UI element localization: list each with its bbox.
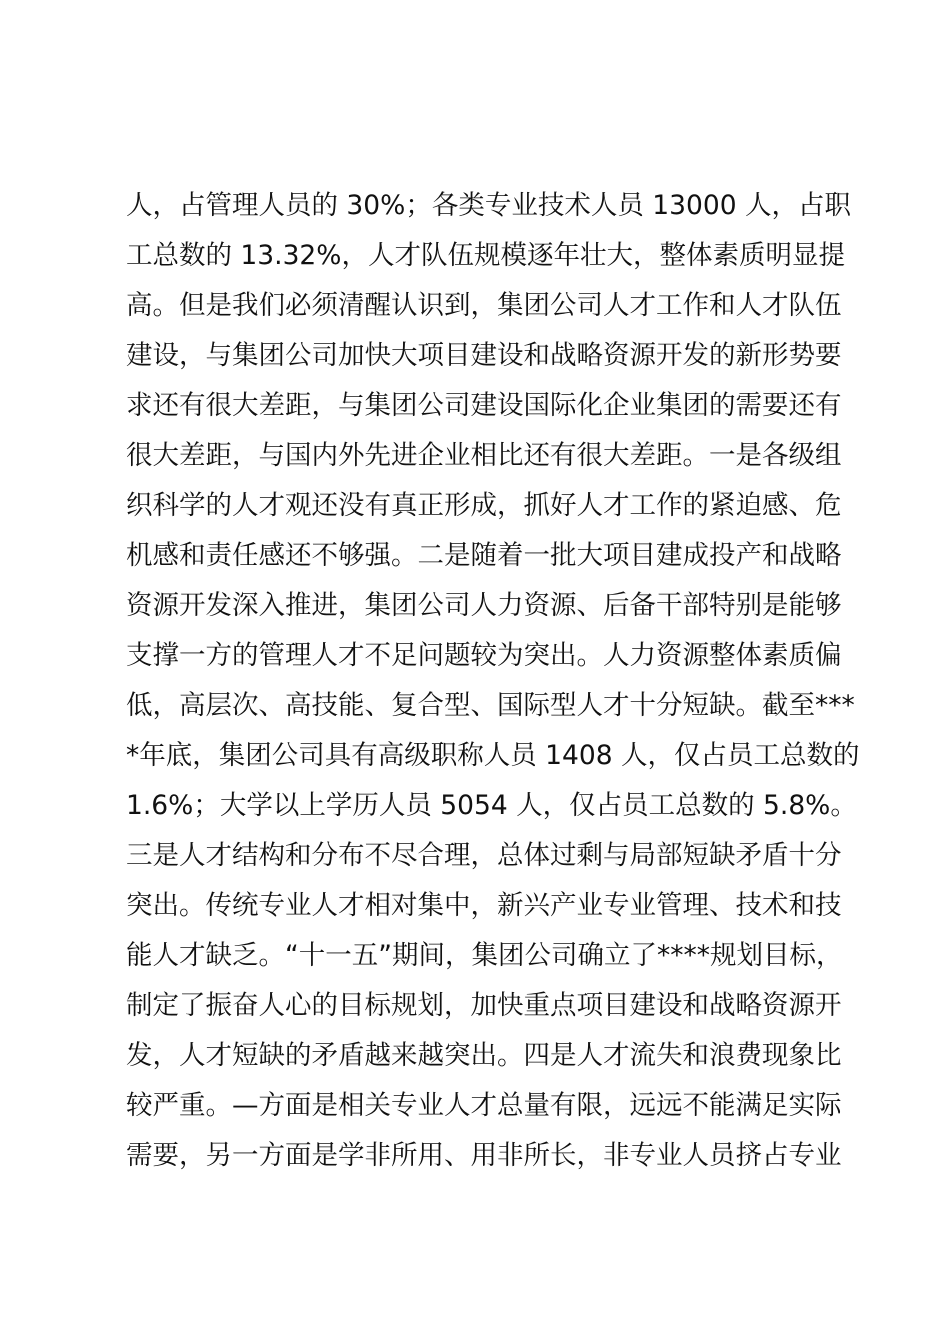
text-line-18: 发，人才短缺的矛盾越来越突出。四是人才流失和浪费现象比 xyxy=(126,1040,842,1071)
text-line-11: 低，高层次、高技能、复合型、国际型人才十分短缺。截至*** xyxy=(126,690,855,721)
text-line-12: *年底，集团公司具有高级职称人员 1408 人，仅占员工总数的 xyxy=(126,740,860,771)
text-line-5: 求还有很大差距，与集团公司建设国际化企业集团的需要还有 xyxy=(126,390,842,421)
text-line-2: 工总数的 13.32%，人才队伍规模逐年壮大，整体素质明显提 xyxy=(126,240,845,271)
body-paragraph xyxy=(126,181,866,1181)
text-line-4: 建设，与集团公司加快大项目建设和战略资源开发的新形势要 xyxy=(126,340,842,371)
text-line-14: 三是人才结构和分布不尽合理，总体过剩与局部短缺矛盾十分 xyxy=(126,840,842,871)
text-line-16: 能人才缺乏。“十一五”期间，集团公司确立了****规划目标， xyxy=(126,940,843,971)
text-line-10: 支撑一方的管理人才不足问题较为突出。人力资源整体素质偏 xyxy=(126,640,842,671)
text-line-19: 较严重。—方面是相关专业人才总量有限，远远不能满足实际 xyxy=(126,1090,842,1121)
text-line-1: 人，占管理人员的 30%；各类专业技术人员 13000 人，占职 xyxy=(126,190,851,221)
text-line-9: 资源开发深入推进，集团公司人力资源、后备干部特别是能够 xyxy=(126,590,842,621)
text-line-20: 需要，另一方面是学非所用、用非所长，非专业人员挤占专业 xyxy=(126,1140,842,1171)
text-line-17: 制定了振奋人心的目标规划，加快重点项目建设和战略资源开 xyxy=(126,990,842,1021)
text-line-6: 很大差距，与国内外先进企业相比还有很大差距。一是各级组 xyxy=(126,440,842,471)
text-line-15: 突出。传统专业人才相对集中，新兴产业专业管理、技术和技 xyxy=(126,890,842,921)
text-line-7: 织科学的人才观还没有真正形成，抓好人才工作的紧迫感、危 xyxy=(126,490,842,521)
text-line-3: 高。但是我们必须清醒认识到，集团公司人才工作和人才队伍 xyxy=(126,290,842,321)
text-line-8: 机感和责任感还不够强。二是随着一批大项目建成投产和战略 xyxy=(126,540,842,571)
text-line-13: 1.6%；大学以上学历人员 5054 人，仅占员工总数的 5.8%。 xyxy=(126,790,857,821)
